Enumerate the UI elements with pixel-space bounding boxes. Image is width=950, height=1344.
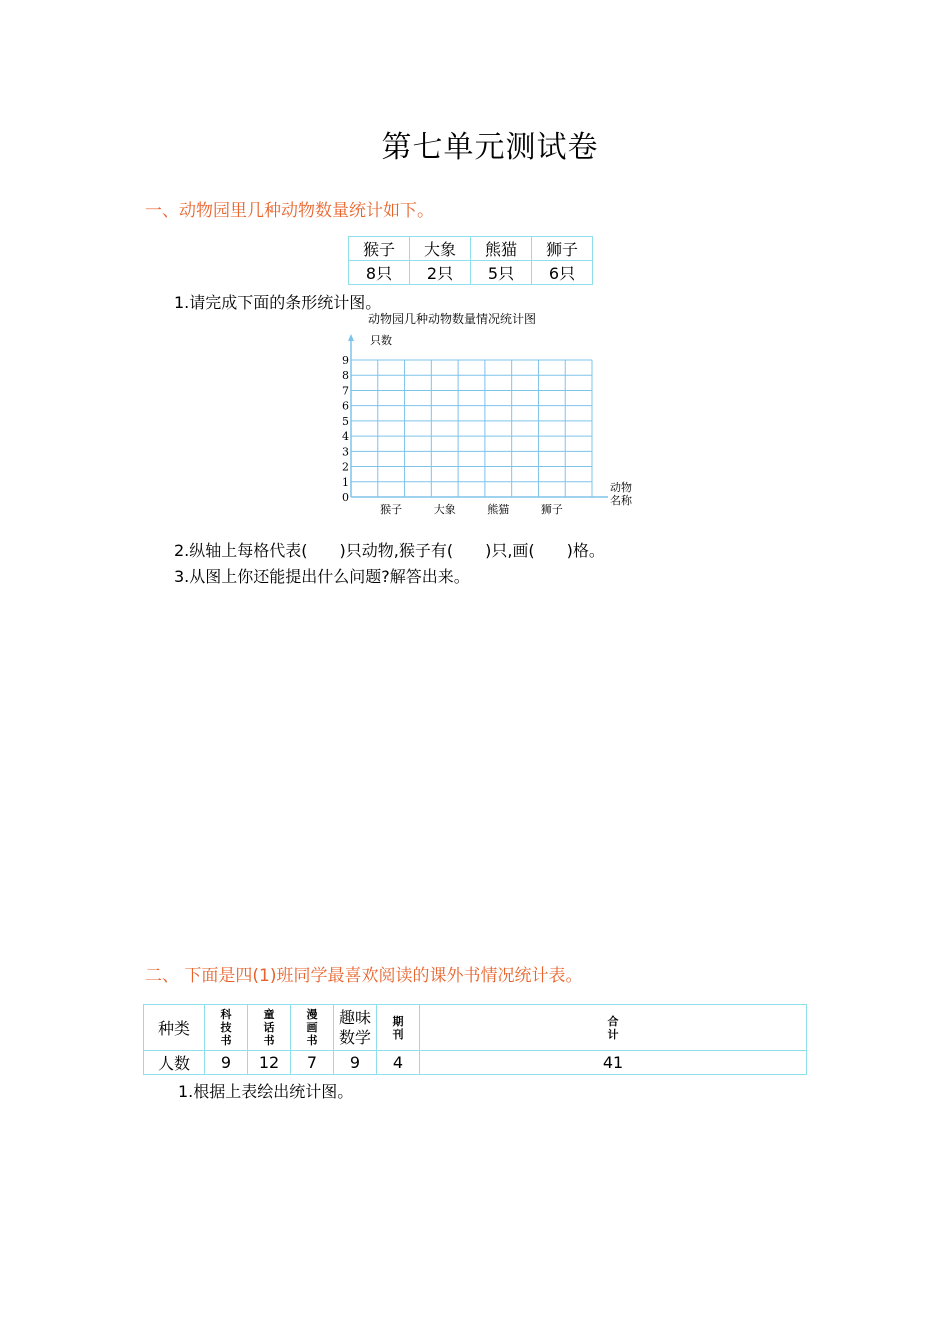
- category-total: 合 计: [420, 1005, 807, 1051]
- section2-question-1: 1.根据上表绘出统计图。: [178, 1082, 354, 1101]
- y-axis-label: 只数: [370, 334, 392, 347]
- x-category-label: 熊猫: [487, 503, 510, 516]
- x-category-label: 狮子: [540, 503, 563, 516]
- y-tick-label: 7: [342, 384, 349, 398]
- bar-chart-grid[interactable]: [330, 325, 650, 525]
- table-header-cell: 大象: [410, 237, 471, 261]
- category-sci-books: 科 技 书: [205, 1005, 248, 1051]
- count-cell: 7: [291, 1051, 334, 1075]
- y-tick-label: 0: [342, 491, 349, 504]
- category-magazines: 期 刊: [377, 1005, 420, 1051]
- table-row: [349, 237, 593, 261]
- x-axis-label-line2: 名称: [610, 494, 632, 507]
- x-category-label: 大象: [433, 503, 456, 516]
- count-cell: 12: [248, 1051, 291, 1075]
- section1-heading: 一、动物园里几种动物数量统计如下。: [145, 201, 434, 221]
- reading-table: [143, 1004, 807, 1075]
- table-header-cell: 狮子: [532, 237, 593, 261]
- row-label: 种类: [144, 1005, 205, 1051]
- section1-question-2: 2.纵轴上每格代表( )只动物,猴子有( )只,画( )格。: [174, 541, 605, 560]
- category-fairy-tales: 童 话 书: [248, 1005, 291, 1051]
- y-tick-label: 2: [342, 460, 349, 474]
- y-axis-arrow: [348, 334, 354, 341]
- count-cell: 41: [420, 1051, 807, 1075]
- table-header-cell: 熊猫: [471, 237, 532, 261]
- table-row: [144, 1051, 807, 1075]
- y-tick-label: 3: [342, 445, 349, 459]
- count-cell: 9: [205, 1051, 248, 1075]
- x-axis-label-line1: 动物: [610, 481, 632, 494]
- section1-question-3: 3.从图上你还能提出什么问题?解答出来。: [174, 567, 470, 586]
- y-tick-label: 1: [342, 475, 349, 489]
- y-tick-label: 5: [342, 414, 349, 428]
- category-comics: 漫 画 书: [291, 1005, 334, 1051]
- category-fun-math: 趣味 数学: [334, 1005, 377, 1051]
- table-header-cell: 猴子: [349, 237, 410, 261]
- animal-count-table: [348, 236, 593, 285]
- count-cell: 9: [334, 1051, 377, 1075]
- row-label: 人数: [144, 1051, 205, 1075]
- y-tick-label: 4: [342, 430, 349, 444]
- y-tick-label: 8: [342, 369, 349, 383]
- page-title: 第七单元测试卷: [381, 130, 599, 165]
- table-cell: 6只: [532, 261, 593, 285]
- count-cell: 4: [377, 1051, 420, 1075]
- table-cell: 2只: [410, 261, 471, 285]
- y-tick-label: 6: [342, 399, 349, 413]
- table-cell: 5只: [471, 261, 532, 285]
- chart-title: 动物园几种动物数量情况统计图: [368, 312, 537, 326]
- y-tick-label: 9: [342, 354, 349, 367]
- section2-heading: 二、 下面是四(1)班同学最喜欢阅读的课外书情况统计表。: [145, 966, 583, 986]
- table-cell: 8只: [349, 261, 410, 285]
- table-row: [144, 1005, 807, 1051]
- section1-question-1: 1.请完成下面的条形统计图。: [174, 293, 382, 312]
- x-category-label: 猴子: [380, 503, 403, 516]
- table-row: [349, 261, 593, 285]
